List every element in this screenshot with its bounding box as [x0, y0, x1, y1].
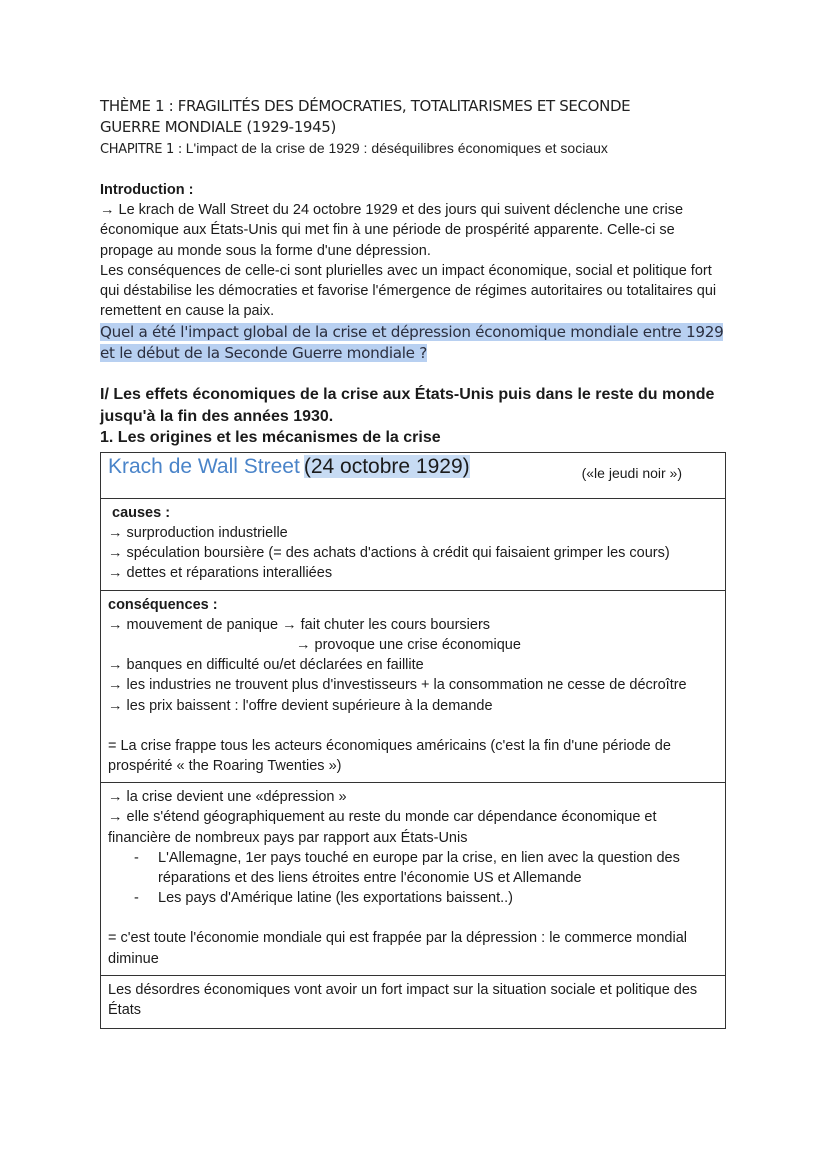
depression-sub-item: - Les pays d'Amérique latine (les exportations baissent..)	[158, 888, 718, 908]
consequence-item: → banques en difficulté ou/et déclarées en faillite	[108, 657, 424, 674]
cause-item: → surproduction industrielle	[108, 524, 288, 541]
consequences-cell	[101, 590, 726, 783]
depression-item: → elle s'étend géographiquement au reste du monde car dépendance économique et financière de nombreux pays par rapport aux États-Unis	[108, 809, 657, 846]
introduction-heading: Introduction :	[100, 182, 194, 198]
subsection-heading: 1. Les origines et les mécanismes de la crise	[100, 428, 441, 446]
table-row-header	[101, 452, 726, 498]
spacer	[108, 716, 718, 736]
theme-title	[100, 96, 730, 138]
document-page	[100, 96, 730, 1029]
consequence-item: → mouvement de panique → fait chuter les cours boursiers	[108, 616, 491, 633]
consequence-item: → provoque une crise économique	[296, 637, 521, 653]
theme-title-line1: THÈME 1 : FRAGILITÉS DES DÉMOCRATIES, TOTALITARISMES ET SECONDE	[100, 97, 631, 115]
introduction-paragraph-1: → Le krach de Wall Street du 24 octobre 1929 et des jours qui suivent déclenche une crise économique aux États-Unis qui met fin à une période de prospérité apparente. Celle-ci se propage au monde sous la forme d'une dépression.	[100, 202, 684, 259]
depression-cell	[101, 783, 726, 976]
table-row-causes	[101, 498, 726, 590]
spacer	[108, 908, 718, 928]
consequence-item: → les prix baissent : l'offre devient supérieure à la demande	[108, 697, 493, 714]
causes-label: causes :	[112, 504, 171, 521]
krach-nickname: («le jeudi noir »)	[581, 464, 682, 481]
table-row-depression	[101, 783, 726, 976]
depression-item: → la crise devient une «dépression »	[108, 789, 347, 806]
chapter-label: CHAPITRE 1 :	[100, 142, 186, 157]
introduction-paragraph-2: Les conséquences de celle-ci sont plurielles avec un impact économique, social et politique fort qui déstabilise les démocraties et favorise l'émergence de régimes autoritaires ou totalitaires qui remettent en cause la paix.	[100, 262, 717, 320]
chapter-name: L'impact de la crise de 1929 : déséquilibres économiques et sociaux	[185, 140, 608, 156]
crisis-table	[100, 452, 726, 1029]
problem-question	[100, 322, 730, 364]
table-row-conclusion	[101, 975, 726, 1028]
table-row-consequences	[101, 590, 726, 783]
krach-title: Krach de Wall Street	[108, 454, 300, 478]
depression-sub-item: - L'Allemagne, 1er pays touché en europe par la crise, en lien avec la question des réparations et des liens étroites entre l'économie US et Allemande	[158, 848, 718, 888]
depression-summary: = c'est toute l'économie mondiale qui est frappée par la dépression : le commerce mondial diminue	[108, 930, 688, 967]
theme-title-line2: GUERRE MONDIALE (1929-1945)	[100, 118, 336, 136]
table-header-cell	[101, 452, 726, 498]
chapter-title	[100, 138, 730, 160]
consequences-label: conséquences :	[108, 596, 218, 613]
consequence-item: → les industries ne trouvent plus d'investisseurs + la consommation ne cesse de décroître	[108, 677, 687, 694]
cause-item: → spéculation boursière (= des achats d'actions à crédit qui faisaient grimper les cours)	[108, 545, 670, 562]
causes-cell	[101, 498, 726, 590]
depression-sub-list	[108, 848, 718, 909]
section-heading: I/ Les effets économiques de la crise aux États-Unis puis dans le reste du monde jusqu'à la fin des années 1930.	[100, 385, 715, 425]
krach-date: (24 octobre 1929)	[303, 454, 470, 478]
cause-item: → dettes et réparations interalliées	[108, 565, 333, 582]
problem-question-text: Quel a été l'impact global de la crise et dépression économique mondiale entre 1929 et le début de la Seconde Guerre mondiale ?	[100, 322, 724, 362]
consequences-summary: = La crise frappe tous les acteurs économiques américains (c'est la fin d'une période de prospérité « the Roaring Twenties »)	[108, 737, 671, 775]
conclusion-cell	[101, 975, 726, 1028]
conclusion-text: Les désordres économiques vont avoir un fort impact sur la situation sociale et politique des États	[108, 981, 698, 1019]
